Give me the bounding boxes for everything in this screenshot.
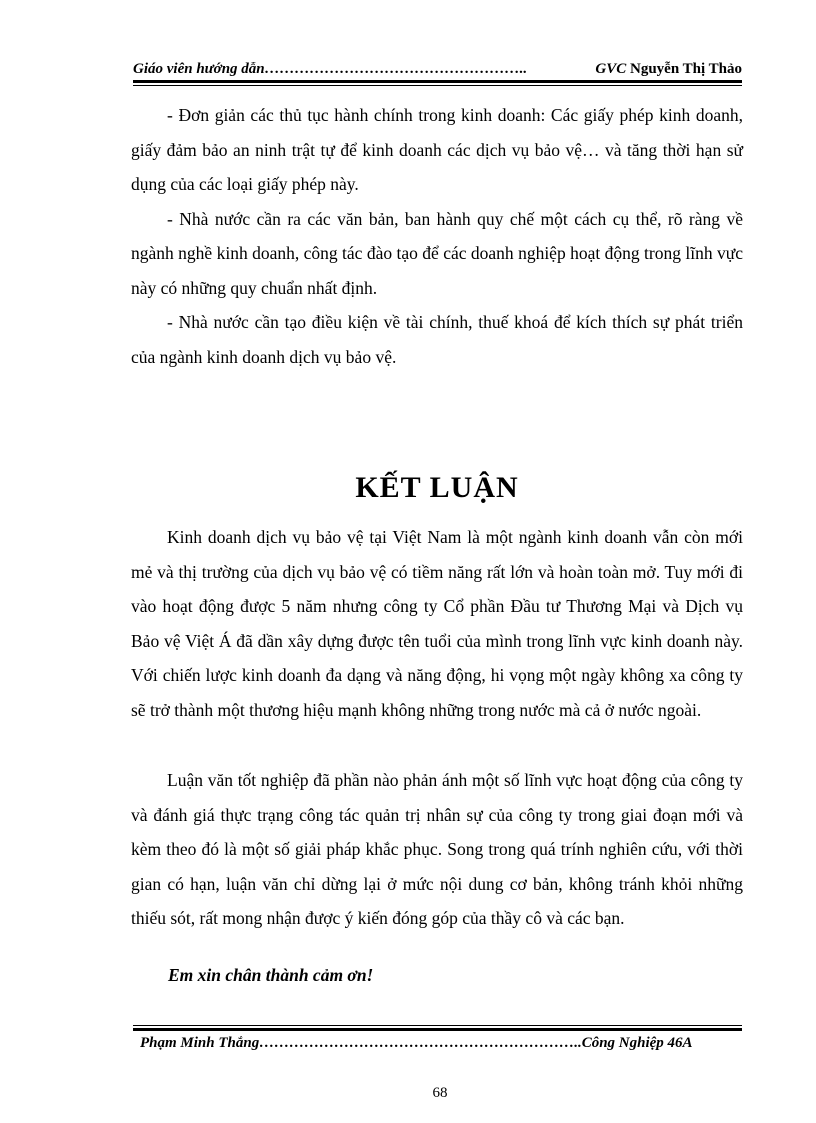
conclusion-paragraph-1-block (131, 520, 743, 727)
footer-rule-thick (133, 1028, 742, 1031)
header-supervisor-title: GVC (595, 61, 627, 77)
page-number: 68 (432, 1085, 448, 1101)
header-supervisor (595, 61, 742, 78)
header-supervisor-label: Giáo viên hướng dẫn…………………………………………….. (133, 61, 528, 77)
footer-rule-thin (133, 1025, 742, 1026)
recommendation-paragraph: - Đơn giản các thủ tục hành chính trong kinh doanh: Các giấy phép kinh doanh, giấy đảm bảo an ninh trật tự để kinh doanh các dịch vụ bảo vệ… và tăng thời hạn sử dụng của các loại giấy phép này. (131, 105, 743, 194)
conclusion-paragraph: Luận văn tốt nghiệp đã phần nào phản ánh một số lĩnh vực hoạt động của công ty và đánh giá thực trạng công tác quản trị nhân sự của công ty trong giai đoạn mới và kèm theo đó là một số giải pháp khắc phục. Song trong quá trính nghiên cứu, với thời gian có hạn, luận văn chỉ dừng lại ở mức nội dung cơ bản, không tránh khỏi những thiếu sót, rất mong nhận được ý kiến đóng góp của thầy cô và các bạn. (131, 770, 743, 928)
conclusion-paragraph: Kinh doanh dịch vụ bảo vệ tại Việt Nam là một ngành kinh doanh vẫn còn mới mẻ và thị trường của dịch vụ bảo vệ có tiềm năng rất lớn và hoàn toàn mở. Tuy mới đi vào hoạt động được 5 năm nhưng công ty Cổ phần Đầu tư Thương Mại và Dịch vụ Bảo vệ Việt Á đã dần xây dựng được tên tuổi của mình trong lĩnh vực kinh doanh này. Với chiến lược kinh doanh đa dạng và năng động, hi vọng một ngày không xa công ty sẽ trở thành một thương hiệu mạnh không những trong nước mà cả ở nước ngoài. (131, 527, 743, 720)
thanks-line: Em xin chân thành cảm ơn! (168, 965, 374, 985)
page-header (133, 54, 742, 78)
page-footer: Phạm Minh Thắng………………………………………………………..Công Nghiệp 46A (140, 1035, 693, 1051)
header-supervisor-name: Nguyễn Thị Thảo (630, 61, 742, 77)
section-title: KẾT LUẬN (355, 471, 519, 504)
recommendation-paragraph: - Nhà nước cần tạo điều kiện về tài chính, thuế khoá để kích thích sự phát triển của ngành kinh doanh dịch vụ bảo vệ. (131, 312, 743, 367)
recommendation-paragraph: - Nhà nước cần ra các văn bản, ban hành quy chế một cách cụ thể, rõ ràng về ngành nghề kinh doanh, công tác đào tạo để các doanh nghiệp hoạt động trong lĩnh vực này có những quy chuẩn nhất định. (131, 208, 743, 298)
recommendations-section (131, 98, 743, 374)
conclusion-paragraph-2-block (131, 763, 743, 936)
header-rule-thin (133, 85, 742, 86)
header-rule-thick (133, 80, 742, 83)
